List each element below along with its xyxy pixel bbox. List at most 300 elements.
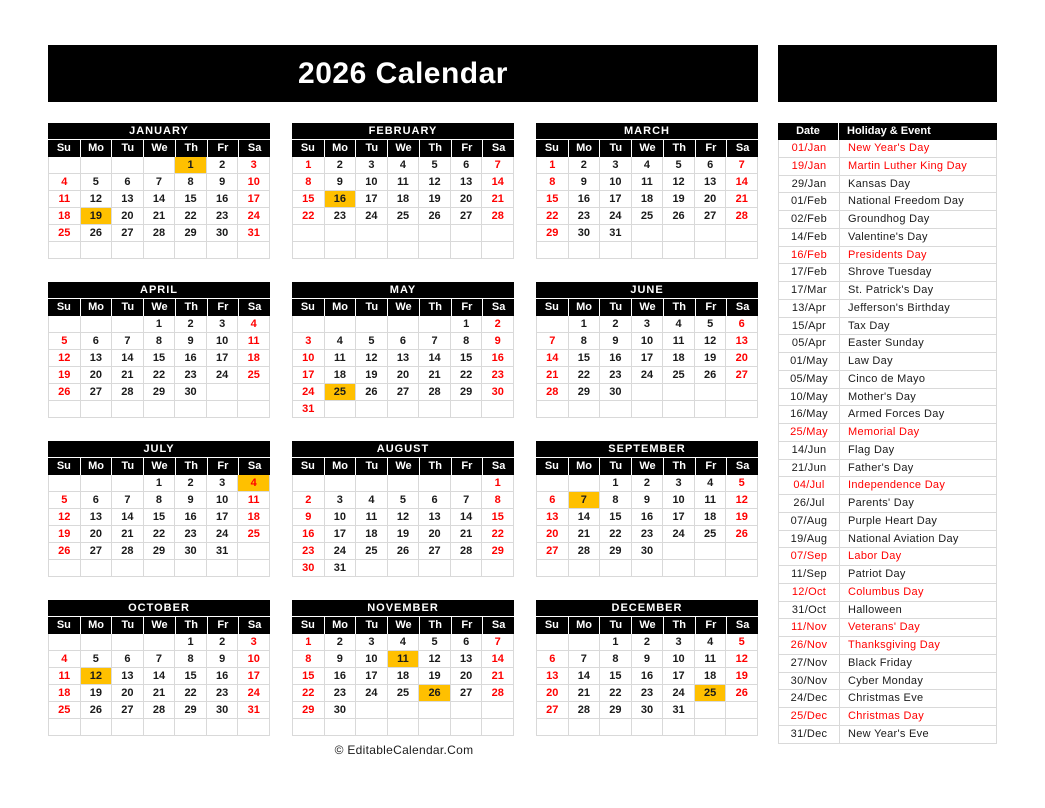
holiday-date: 17/Feb — [790, 266, 828, 279]
day-cell: 12 — [388, 509, 420, 526]
holiday-row — [778, 424, 997, 442]
holiday-event: Shrove Tuesday — [839, 264, 996, 281]
weekday-header-row — [536, 299, 758, 316]
day-cell: 15 — [293, 191, 325, 208]
day-cell: 29 — [293, 702, 325, 719]
weekday-label: We — [387, 299, 419, 316]
holiday-day-cell: 11 — [388, 651, 420, 668]
day-cell: 17 — [238, 668, 270, 685]
day-cell — [81, 316, 113, 333]
day-cell: 16 — [207, 191, 239, 208]
day-cell — [537, 401, 569, 418]
day-cell — [569, 719, 601, 736]
day-cell: 13 — [81, 350, 113, 367]
day-cell: 11 — [356, 509, 388, 526]
weekday-label: Mo — [568, 617, 600, 634]
day-cell: 15 — [569, 350, 601, 367]
day-cell: 27 — [537, 543, 569, 560]
date-grid — [292, 475, 514, 577]
month-february — [292, 123, 514, 259]
day-cell: 5 — [388, 492, 420, 509]
day-cell: 5 — [81, 174, 113, 191]
day-cell: 17 — [600, 191, 632, 208]
holiday-row — [778, 406, 997, 424]
day-cell: 15 — [451, 350, 483, 367]
day-cell: 15 — [175, 668, 207, 685]
day-cell: 21 — [569, 526, 601, 543]
day-cell: 23 — [175, 367, 207, 384]
day-cell — [726, 543, 758, 560]
weekday-label: Tu — [599, 299, 631, 316]
day-cell — [388, 316, 420, 333]
day-cell: 5 — [663, 157, 695, 174]
day-cell: 25 — [356, 543, 388, 560]
day-cell: 21 — [726, 191, 758, 208]
day-cell: 1 — [537, 157, 569, 174]
day-cell: 23 — [482, 367, 514, 384]
day-cell — [451, 702, 483, 719]
day-cell — [388, 242, 420, 259]
date-grid — [536, 316, 758, 418]
weekday-label: Fr — [207, 458, 239, 475]
day-cell: 23 — [325, 208, 357, 225]
day-cell: 4 — [49, 174, 81, 191]
day-cell: 17 — [356, 191, 388, 208]
day-cell — [632, 242, 664, 259]
day-cell: 25 — [238, 526, 270, 543]
day-cell — [388, 225, 420, 242]
holiday-date: 10/May — [790, 390, 828, 403]
day-cell: 31 — [600, 225, 632, 242]
day-cell: 5 — [419, 634, 451, 651]
holiday-date: 05/May — [790, 372, 828, 385]
day-cell: 27 — [419, 543, 451, 560]
day-cell — [325, 316, 357, 333]
holiday-date: 25/Dec — [790, 710, 828, 722]
day-cell — [451, 401, 483, 418]
weekday-label: Su — [56, 142, 71, 154]
holiday-date: 14/Jun — [791, 443, 827, 456]
holiday-date: 11/Nov — [791, 621, 827, 634]
day-cell — [49, 560, 81, 577]
holiday-row — [778, 655, 997, 673]
holiday-day-cell: 26 — [419, 685, 451, 702]
holiday-row — [778, 176, 997, 194]
day-cell: 13 — [726, 333, 758, 350]
day-cell — [293, 475, 325, 492]
day-cell: 22 — [451, 367, 483, 384]
day-cell — [600, 560, 632, 577]
day-cell — [482, 225, 514, 242]
day-cell: 1 — [451, 316, 483, 333]
day-cell: 8 — [293, 174, 325, 191]
day-cell: 22 — [293, 208, 325, 225]
weekday-label: We — [143, 299, 175, 316]
weekday-label: Mo — [80, 617, 112, 634]
day-cell: 18 — [325, 367, 357, 384]
day-cell — [238, 543, 270, 560]
day-cell: 13 — [695, 174, 727, 191]
day-cell: 16 — [482, 350, 514, 367]
month-name: APRIL — [48, 282, 270, 298]
day-cell: 7 — [569, 651, 601, 668]
holiday-date: 25/May — [790, 426, 828, 438]
day-cell: 4 — [663, 316, 695, 333]
day-cell — [695, 401, 727, 418]
weekday-label: Mo — [568, 140, 600, 157]
day-cell — [238, 560, 270, 577]
day-cell: 16 — [175, 350, 207, 367]
day-cell — [293, 242, 325, 259]
day-cell: 17 — [207, 509, 239, 526]
month-january — [48, 123, 270, 259]
day-cell: 30 — [632, 702, 664, 719]
holiday-event: National Aviation Day — [839, 531, 996, 548]
weekday-label: Th — [419, 458, 451, 475]
holiday-row — [778, 566, 997, 584]
holiday-row — [778, 282, 997, 300]
day-cell: 14 — [144, 668, 176, 685]
day-cell: 11 — [695, 492, 727, 509]
holiday-row — [778, 477, 997, 495]
day-cell: 19 — [419, 668, 451, 685]
day-cell: 21 — [451, 526, 483, 543]
weekday-label: We — [387, 458, 419, 475]
day-cell: 10 — [632, 333, 664, 350]
day-cell: 6 — [112, 651, 144, 668]
day-cell: 15 — [293, 668, 325, 685]
holiday-event-column-header: Holiday & Event — [838, 123, 997, 140]
day-cell — [695, 384, 727, 401]
day-cell — [569, 560, 601, 577]
holiday-event: Armed Forces Day — [839, 406, 996, 423]
date-grid — [48, 634, 270, 736]
holiday-date: 21/Jun — [791, 461, 827, 474]
day-cell: 14 — [112, 509, 144, 526]
weekday-label: Mo — [324, 299, 356, 316]
holiday-row — [778, 513, 997, 531]
day-cell: 26 — [81, 702, 113, 719]
day-cell — [325, 401, 357, 418]
day-cell: 24 — [238, 685, 270, 702]
day-cell: 14 — [451, 509, 483, 526]
day-cell: 13 — [81, 509, 113, 526]
day-cell — [569, 242, 601, 259]
day-cell — [49, 316, 81, 333]
holiday-day-cell: 12 — [81, 668, 113, 685]
day-cell — [325, 475, 357, 492]
month-september — [536, 441, 758, 577]
holiday-date: 05/Apr — [791, 337, 827, 350]
day-cell: 13 — [112, 668, 144, 685]
day-cell — [632, 560, 664, 577]
holiday-event: Halloween — [839, 602, 996, 619]
day-cell: 13 — [388, 350, 420, 367]
day-cell — [419, 242, 451, 259]
day-cell: 27 — [81, 384, 113, 401]
day-cell — [81, 157, 113, 174]
holiday-date: 13/Apr — [791, 301, 827, 314]
day-cell: 1 — [175, 634, 207, 651]
day-cell: 28 — [482, 685, 514, 702]
day-cell — [207, 560, 239, 577]
day-cell: 30 — [207, 225, 239, 242]
day-cell: 15 — [144, 509, 176, 526]
day-cell — [356, 242, 388, 259]
day-cell — [81, 634, 113, 651]
day-cell: 25 — [49, 702, 81, 719]
day-cell: 9 — [325, 174, 357, 191]
day-cell: 30 — [569, 225, 601, 242]
day-cell: 12 — [419, 174, 451, 191]
day-cell: 5 — [726, 634, 758, 651]
holiday-day-cell: 19 — [81, 208, 113, 225]
day-cell — [537, 560, 569, 577]
holiday-row — [778, 442, 997, 460]
day-cell: 25 — [388, 208, 420, 225]
day-cell: 20 — [112, 208, 144, 225]
holiday-event: Easter Sunday — [839, 335, 996, 352]
day-cell: 10 — [207, 333, 239, 350]
day-cell: 20 — [419, 526, 451, 543]
day-cell: 8 — [600, 492, 632, 509]
day-cell — [726, 401, 758, 418]
holiday-event: Thanksgiving Day — [839, 637, 996, 654]
day-cell — [695, 242, 727, 259]
day-cell: 8 — [537, 174, 569, 191]
holiday-event: Christmas Day — [839, 708, 996, 725]
day-cell: 27 — [537, 702, 569, 719]
holiday-date-column-header: Date — [796, 125, 820, 137]
holiday-row — [778, 619, 997, 637]
weekday-label: We — [143, 458, 175, 475]
day-cell: 23 — [632, 526, 664, 543]
day-cell: 15 — [600, 668, 632, 685]
weekday-label: We — [631, 299, 663, 316]
day-cell: 20 — [695, 191, 727, 208]
holiday-event: Memorial Day — [839, 424, 996, 441]
holiday-row — [778, 300, 997, 318]
weekday-label: Tu — [599, 140, 631, 157]
day-cell: 21 — [482, 191, 514, 208]
month-april — [48, 282, 270, 418]
weekday-label: We — [143, 617, 175, 634]
day-cell — [569, 475, 601, 492]
day-cell: 21 — [482, 668, 514, 685]
day-cell: 1 — [293, 634, 325, 651]
weekday-label: We — [387, 617, 419, 634]
day-cell: 21 — [144, 685, 176, 702]
day-cell: 3 — [207, 475, 239, 492]
day-cell: 29 — [482, 543, 514, 560]
day-cell: 18 — [356, 526, 388, 543]
holiday-event: Labor Day — [839, 548, 996, 565]
day-cell: 28 — [726, 208, 758, 225]
day-cell: 9 — [632, 651, 664, 668]
weekday-header-row — [292, 140, 514, 157]
day-cell: 8 — [569, 333, 601, 350]
day-cell: 11 — [388, 174, 420, 191]
day-cell: 17 — [663, 668, 695, 685]
day-cell — [49, 475, 81, 492]
month-name: JUNE — [536, 282, 758, 298]
day-cell — [81, 242, 113, 259]
day-cell: 8 — [175, 651, 207, 668]
holiday-event: Valentine's Day — [839, 229, 996, 246]
day-cell: 5 — [49, 333, 81, 350]
day-cell — [663, 719, 695, 736]
day-cell — [632, 225, 664, 242]
day-cell: 19 — [49, 367, 81, 384]
weekday-label: Mo — [324, 140, 356, 157]
day-cell: 7 — [482, 634, 514, 651]
day-cell: 10 — [293, 350, 325, 367]
weekday-label: Su — [300, 460, 315, 472]
day-cell: 3 — [600, 157, 632, 174]
day-cell — [356, 401, 388, 418]
holiday-row — [778, 726, 997, 744]
day-cell: 18 — [238, 509, 270, 526]
day-cell — [537, 316, 569, 333]
day-cell — [663, 560, 695, 577]
holiday-event: Cyber Monday — [839, 673, 996, 690]
weekday-label: Fr — [451, 617, 483, 634]
day-cell: 8 — [451, 333, 483, 350]
holiday-row — [778, 211, 997, 229]
day-cell: 24 — [356, 685, 388, 702]
day-cell: 12 — [49, 350, 81, 367]
day-cell — [695, 560, 727, 577]
day-cell: 16 — [293, 526, 325, 543]
day-cell — [663, 225, 695, 242]
day-cell: 30 — [632, 543, 664, 560]
holiday-row — [778, 637, 997, 655]
weekday-label: Mo — [568, 458, 600, 475]
day-cell — [175, 560, 207, 577]
day-cell: 25 — [238, 367, 270, 384]
day-cell: 6 — [451, 157, 483, 174]
day-cell: 16 — [207, 668, 239, 685]
holiday-panel — [778, 123, 997, 744]
holiday-row — [778, 371, 997, 389]
day-cell: 19 — [356, 367, 388, 384]
day-cell: 29 — [569, 384, 601, 401]
day-cell — [356, 316, 388, 333]
weekday-label: Fr — [451, 299, 483, 316]
day-cell — [482, 719, 514, 736]
holiday-row — [778, 602, 997, 620]
holiday-day-cell: 16 — [325, 191, 357, 208]
day-cell: 27 — [451, 208, 483, 225]
holiday-row — [778, 318, 997, 336]
day-cell: 7 — [144, 174, 176, 191]
day-cell — [569, 401, 601, 418]
holiday-event: St. Patrick's Day — [839, 282, 996, 299]
day-cell: 31 — [207, 543, 239, 560]
month-august — [292, 441, 514, 577]
day-cell: 4 — [632, 157, 664, 174]
day-cell: 20 — [81, 526, 113, 543]
day-cell — [726, 719, 758, 736]
month-july — [48, 441, 270, 577]
day-cell — [144, 719, 176, 736]
weekday-label: Fr — [695, 617, 727, 634]
day-cell: 2 — [175, 316, 207, 333]
day-cell: 1 — [600, 634, 632, 651]
month-name: MAY — [292, 282, 514, 298]
day-cell: 28 — [144, 702, 176, 719]
holiday-event: Black Friday — [839, 655, 996, 672]
day-cell — [293, 225, 325, 242]
day-cell: 11 — [695, 651, 727, 668]
day-cell: 1 — [569, 316, 601, 333]
day-cell — [726, 225, 758, 242]
weekday-label: Su — [56, 619, 71, 631]
day-cell: 30 — [325, 702, 357, 719]
holiday-event: Mother's Day — [839, 389, 996, 406]
month-march — [536, 123, 758, 259]
day-cell: 18 — [388, 668, 420, 685]
day-cell — [482, 560, 514, 577]
date-grid — [292, 157, 514, 259]
day-cell — [537, 475, 569, 492]
day-cell: 10 — [325, 509, 357, 526]
weekday-label: Sa — [238, 617, 270, 634]
day-cell: 16 — [325, 668, 357, 685]
holiday-row — [778, 708, 997, 726]
day-cell — [663, 543, 695, 560]
weekday-label: Fr — [695, 140, 727, 157]
holiday-event: Parents' Day — [839, 495, 996, 512]
date-grid — [48, 316, 270, 418]
month-december — [536, 600, 758, 736]
day-cell: 4 — [325, 333, 357, 350]
day-cell: 14 — [537, 350, 569, 367]
holiday-row — [778, 531, 997, 549]
day-cell: 14 — [112, 350, 144, 367]
day-cell — [482, 242, 514, 259]
day-cell: 24 — [663, 526, 695, 543]
day-cell: 15 — [600, 509, 632, 526]
month-may — [292, 282, 514, 418]
day-cell: 28 — [569, 702, 601, 719]
weekday-label: Fr — [695, 299, 727, 316]
day-cell — [49, 401, 81, 418]
day-cell: 24 — [663, 685, 695, 702]
day-cell — [569, 634, 601, 651]
day-cell — [325, 225, 357, 242]
weekday-label: Sa — [238, 299, 270, 316]
day-cell: 3 — [238, 157, 270, 174]
weekday-header-row — [292, 458, 514, 475]
day-cell: 2 — [325, 157, 357, 174]
day-cell — [537, 242, 569, 259]
day-cell — [238, 401, 270, 418]
month-name: JULY — [48, 441, 270, 457]
day-cell: 8 — [600, 651, 632, 668]
weekday-header-row — [48, 299, 270, 316]
day-cell — [695, 543, 727, 560]
day-cell — [49, 634, 81, 651]
day-cell: 12 — [695, 333, 727, 350]
weekday-label: Su — [544, 301, 559, 313]
day-cell: 7 — [419, 333, 451, 350]
day-cell — [482, 702, 514, 719]
day-cell: 9 — [207, 174, 239, 191]
day-cell: 29 — [600, 702, 632, 719]
holiday-event: Groundhog Day — [839, 211, 996, 228]
day-cell: 4 — [356, 492, 388, 509]
